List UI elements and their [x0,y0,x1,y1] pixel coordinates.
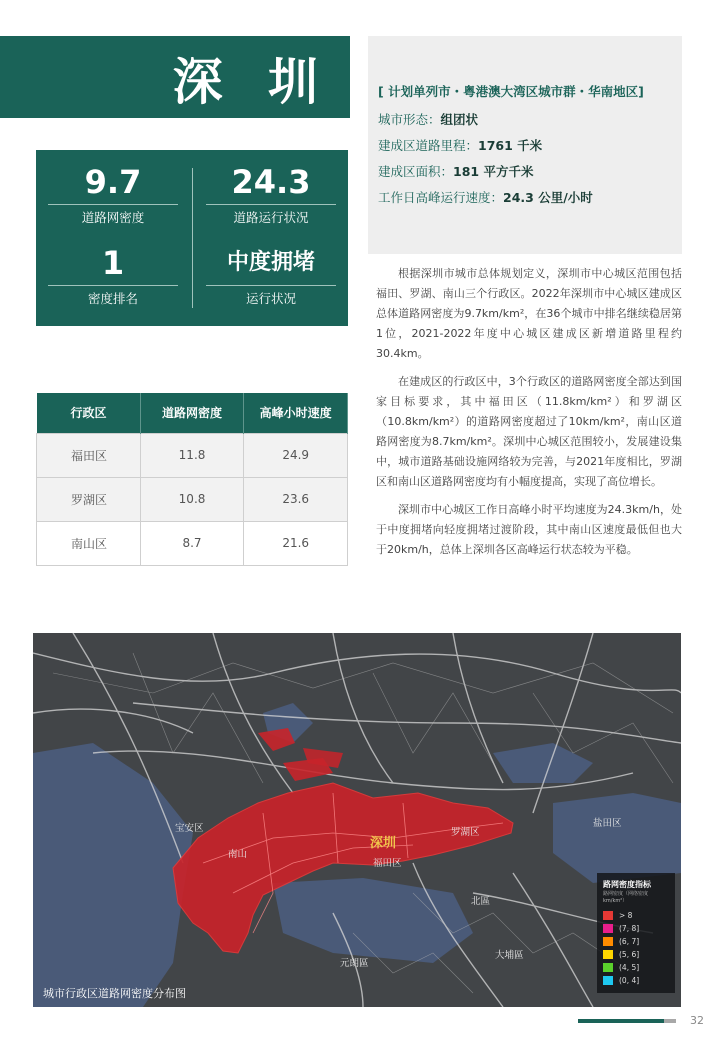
legend-item: (0, 4] [603,974,669,987]
body-text [376,264,682,568]
stat-speed: 24.3 道路运行状况 [206,164,336,226]
map-label-nanshan: 南山 [228,849,248,860]
city-info-box [368,36,682,254]
road-density-map [33,633,681,1007]
table-header-district: 行政区 [37,393,141,433]
stats-divider [192,168,193,308]
legend-item: (6, 7] [603,935,669,948]
paragraph: 在建成区的行政区中，3个行政区的道路网密度全部达到国家目标要求，其中福田区（11.8km/km²）和罗湖区（10.8km/km²）的道路网密度超过了10km/km²，南山区道路网密度为8.7km/km²。深圳中心城区范围较小，发展建设集中，城市道路基础设施网络较为完善，与2021年度相比，罗湖区和南山区道路网密度均有小幅度提高，实现了高位增长。 [376,375,682,488]
legend-item: (5, 6] [603,948,669,961]
district-table [36,393,348,566]
stat-status: 中度拥堵 运行状况 [206,245,336,307]
legend-item: (7, 8] [603,922,669,935]
legend-swatch [603,976,613,985]
stat-rank: 1 密度排名 [48,245,178,307]
map-label-yantian: 盐田区 [593,818,622,829]
paragraph: 根据深圳市城市总体规划定义，深圳市中心城区范围包括福田、罗湖、南山三个行政区。2022年深圳市中心城区建成区总体道路网密度为9.7km/km²，在36个城市中排名继续稳居第1位，2021-2022年度中心城区建成区新增道路里程约30.4km。 [376,267,682,360]
table-header-row [37,393,348,433]
info-area: 建成区面积：181 平方千米 [378,164,534,179]
map-label-dapu: 大埔區 [495,950,524,961]
map-label-shenzhen: 深圳 [370,836,397,851]
map-legend [597,873,675,993]
legend-swatch [603,911,613,920]
footer-bar-accent [664,1019,676,1023]
city-tagline: [ 计划单列市・粤港澳大湾区城市群・华南地区] [378,84,644,99]
title-band [0,36,350,118]
legend-title: 路网密度指标 [603,880,651,889]
info-form: 城市形态：组团状 [378,112,479,127]
table-row: 罗湖区 10.8 23.6 [37,477,348,521]
paragraph: 深圳市中心城区工作日高峰小时平均速度为24.3km/h，处于中度拥堵向轻度拥堵过渡阶段，其中南山区速度最低但也大于20km/h，总体上深圳各区高峰运行状态较为平稳。 [376,503,682,556]
legend-item: (4, 5] [603,961,669,974]
legend-swatch [603,950,613,959]
legend-swatch [603,924,613,933]
footer-bar [578,1019,676,1023]
legend-item: > 8 [603,909,669,922]
table-header-density: 道路网密度 [140,393,244,433]
map-label-baoan: 宝安区 [175,823,204,834]
map-label-futian: 福田区 [373,858,402,869]
map-graphic [33,633,681,1007]
legend-swatch [603,963,613,972]
info-road-length: 建成区道路里程：1761 千米 [378,138,543,153]
table-row: 南山区 8.7 21.6 [37,521,348,565]
legend-swatch [603,937,613,946]
map-label-yuanlang: 元朗區 [340,958,369,969]
legend-subtitle: 路网密度（网络密度 km/km²） [603,891,649,904]
page-number: 32 [690,1014,704,1027]
map-caption: 城市行政区道路网密度分布图 [43,987,186,1000]
info-peak-speed: 工作日高峰运行速度：24.3 公里/小时 [378,190,593,205]
city-title: 深 圳 [172,53,332,111]
map-label-luohu: 罗湖区 [451,827,480,838]
table-row: 福田区 11.8 24.9 [37,433,348,477]
stats-panel [36,150,348,326]
map-label-beiqu: 北區 [471,896,491,907]
table-header-speed: 高峰小时速度 [244,393,348,433]
stat-density: 9.7 道路网密度 [48,164,178,226]
